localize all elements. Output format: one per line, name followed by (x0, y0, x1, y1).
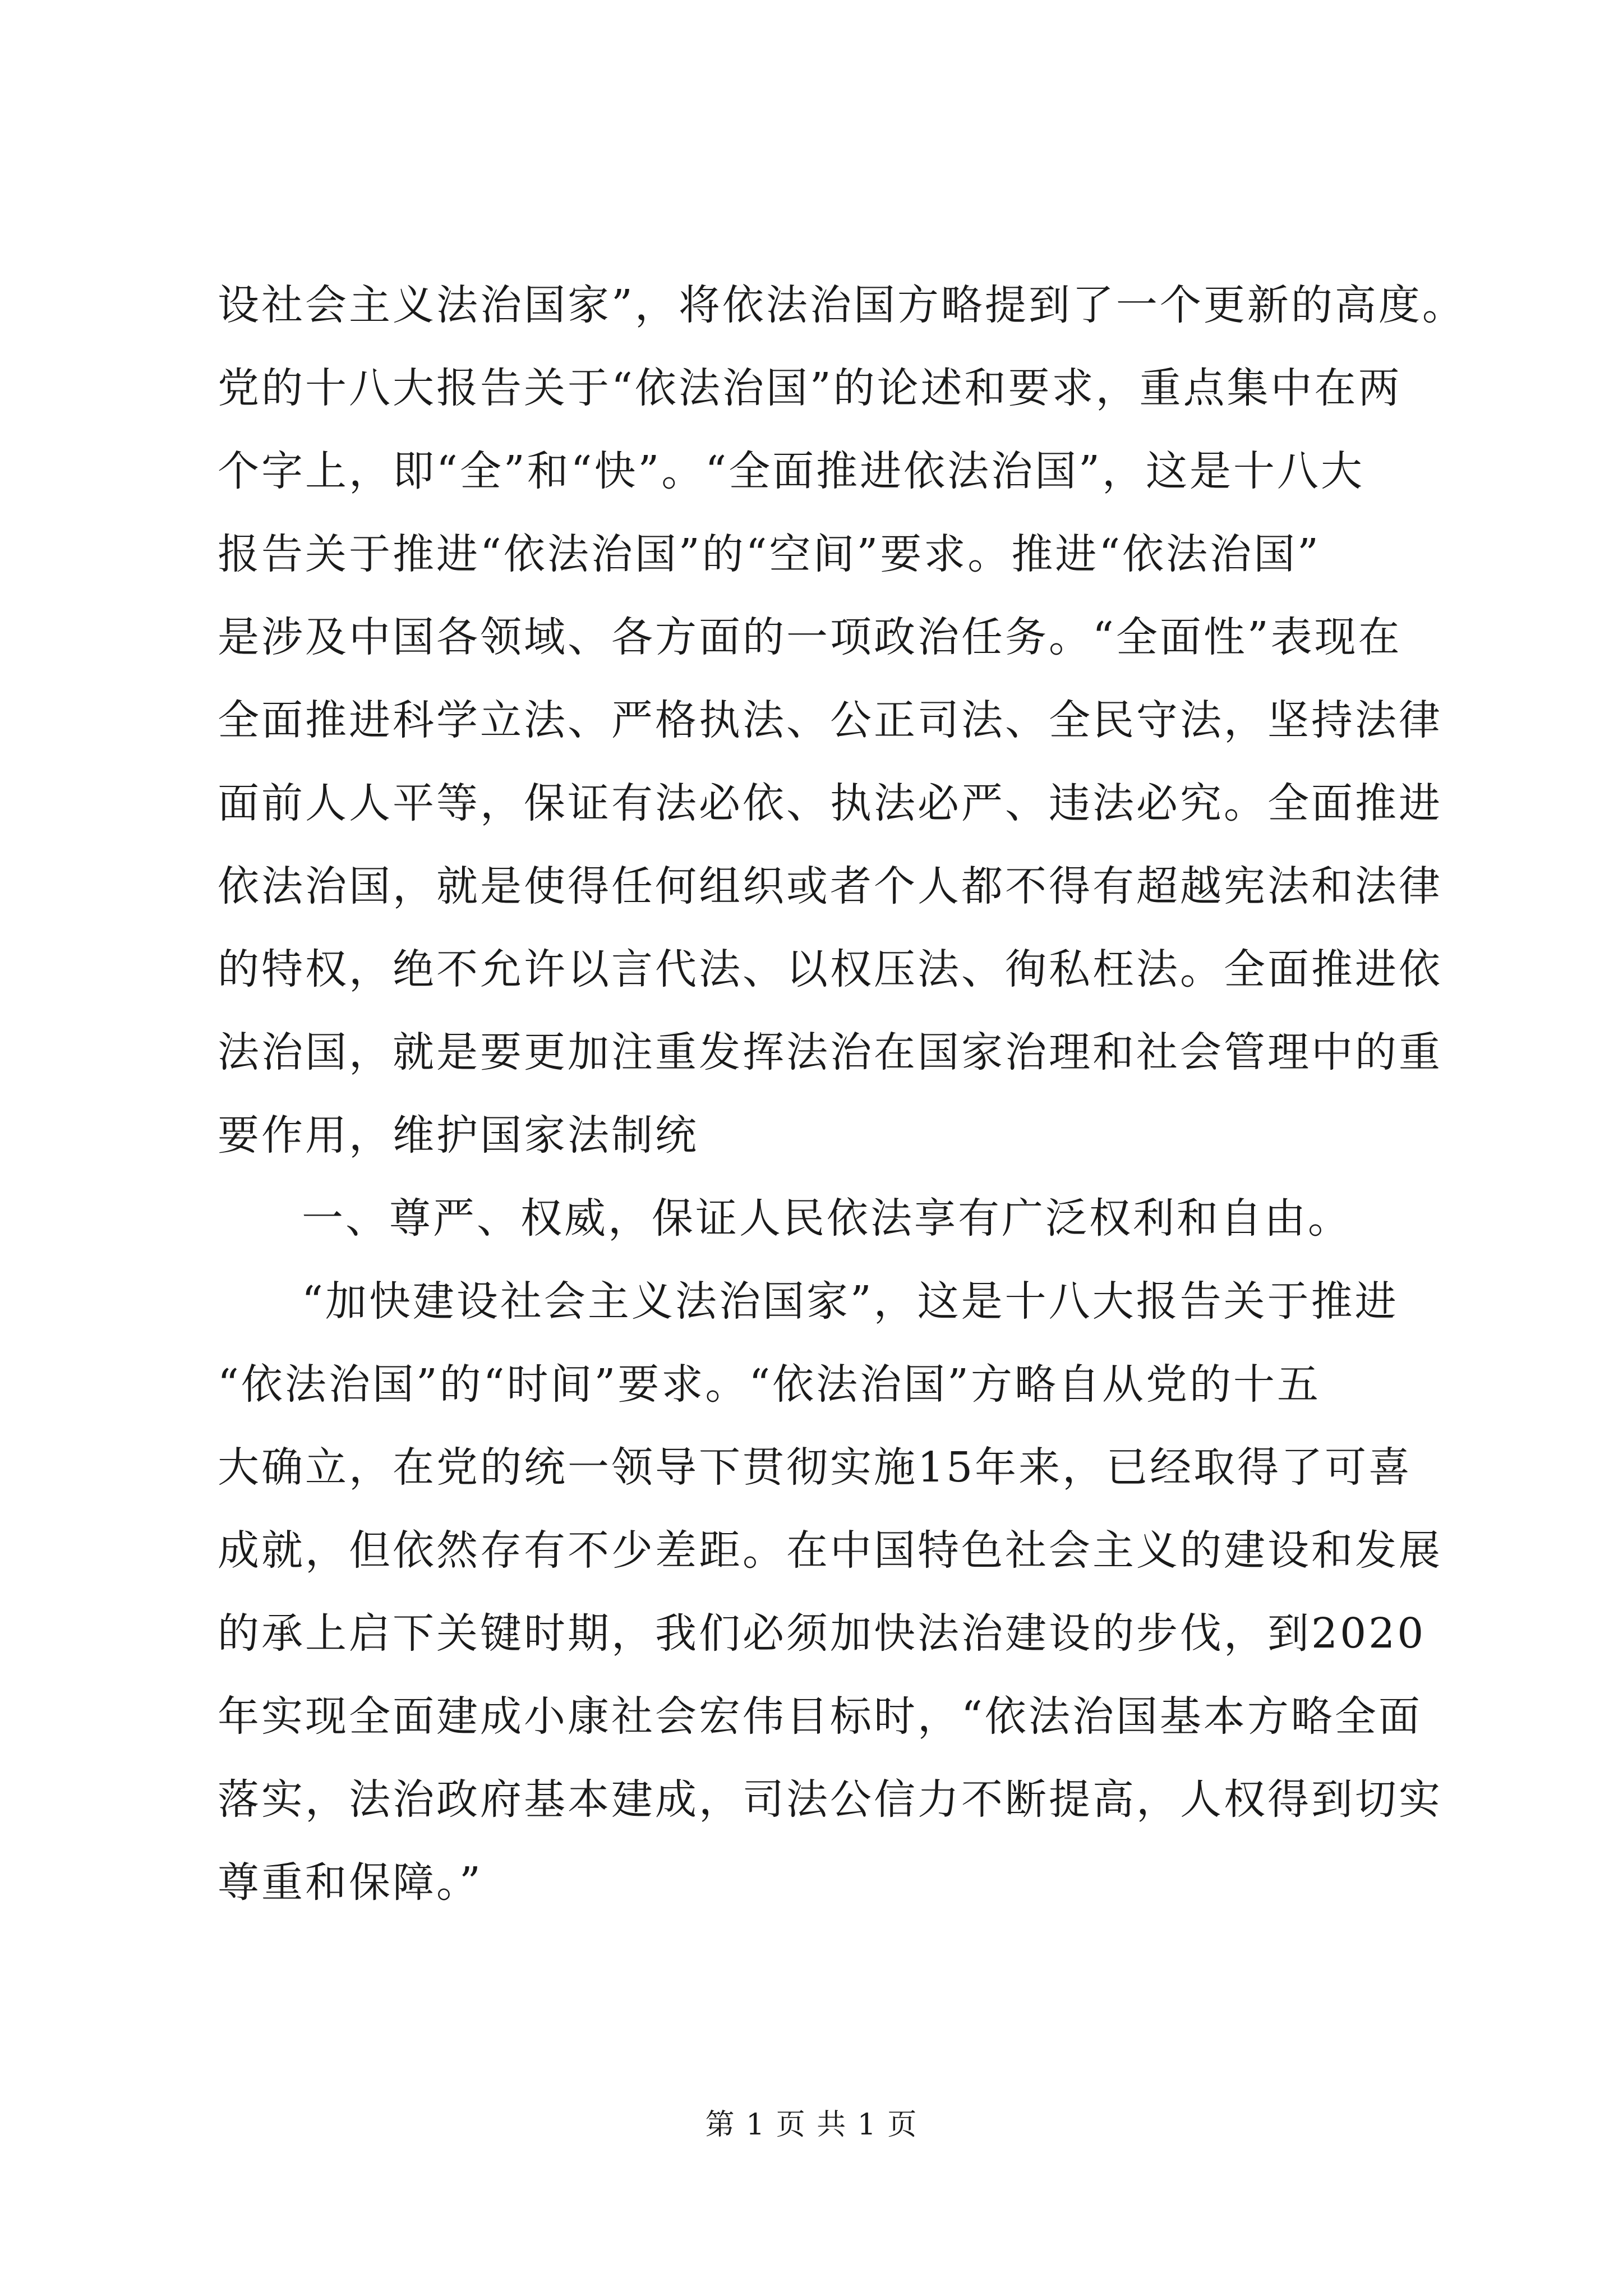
page-footer (0, 2107, 1623, 2143)
text-line: 落实，法治政府基本建成，司法公信力不断提高，人权得到切实 (218, 1775, 1442, 1824)
text-line: 个字上，即“全”和“快”。“全面推进依法治国”，这是十八大 (218, 447, 1364, 495)
text-line: 全面推进科学立法、严格执法、公正司法、全民守法，坚持法律 (218, 696, 1442, 744)
text-line: 面前人人平等，保证有法必依、执法必严、违法必究。全面推进 (218, 779, 1442, 827)
paragraph-first-line: “加快建设社会主义法治国家”，这是十八大报告关于推进 (302, 1277, 1399, 1326)
text-line: 的承上启下关键时期，我们必须加快法治建设的步伐，到2020 (218, 1609, 1426, 1658)
text-line: 依法治国，就是使得任何组织或者个人都不得有超越宪法和法律 (218, 862, 1442, 910)
text-line: 年实现全面建成小康社会宏伟目标时，“依法治国基本方略全面 (218, 1692, 1422, 1741)
text-line: 报告关于推进“依法治国”的“空间”要求。推进“依法治国” (218, 530, 1321, 578)
text-line: 是涉及中国各领域、各方面的一项政治任务。“全面性”表现在 (218, 613, 1402, 661)
text-line: 法治国，就是要更加注重发挥法治在国家治理和社会管理中的重 (218, 1028, 1442, 1076)
text-line: 的特权，绝不允许以言代法、以权压法、徇私枉法。全面推进依 (218, 945, 1442, 993)
text-line: 设社会主义法治国家”，将依法治国方略提到了一个更新的高度。 (218, 281, 1466, 329)
text-line: 大确立，在党的统一领导下贯彻实施15年来，已经取得了可喜 (218, 1443, 1413, 1492)
text-line: 尊重和保障。” (218, 1858, 483, 1907)
page-number-label: 第 1 页 共 1 页 (705, 2108, 918, 2142)
document-body (218, 264, 1466, 1924)
text-line: 成就，但依然存有不少差距。在中国特色社会主义的建设和发展 (218, 1526, 1442, 1575)
section-heading-line: 一、尊严、权威，保证人民依法享有广泛权利和自由。 (302, 1194, 1352, 1243)
text-line: “依法治国”的“时间”要求。“依法治国”方略自从党的十五 (218, 1360, 1321, 1409)
text-line: 要作用，维护国家法制统 (218, 1111, 699, 1159)
text-line: 党的十八大报告关于“依法治国”的论述和要求，重点集中在两 (218, 364, 1402, 412)
